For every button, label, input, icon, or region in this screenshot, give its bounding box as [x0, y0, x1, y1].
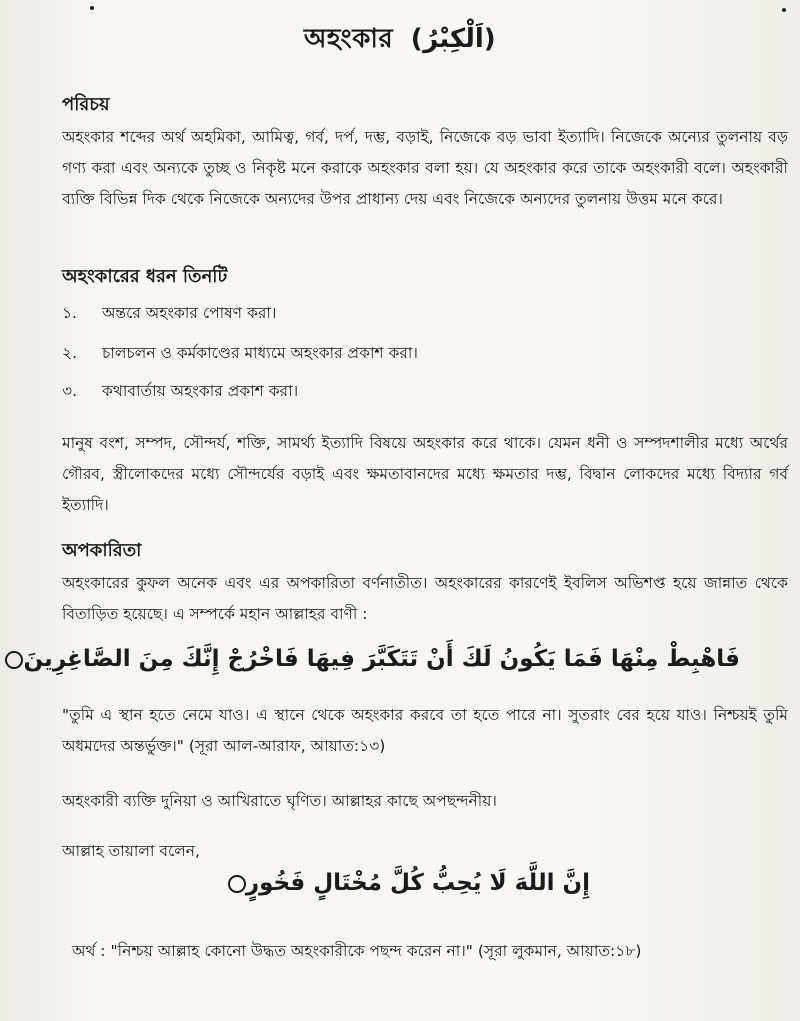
list-number: ৩. [62, 382, 78, 400]
paragraph-intro: অহংকার শব্দের অর্থ অহমিকা, আমিত্ব, গর্ব, দর্প, দম্ভ, বড়াই, নিজেকে বড় ভাবা ইত্যাদি। নিজেকে অন্যের তুলনায় বড় গণ্য করা এবং অন্যকে তুচ্ছ ও নিকৃষ্ট মনে করাকে অহংকার বলা হয়। যে অহংকার করে তাকে অহংকারী বলে। অহংকারী ব্যক্তি বিভিন্ন দিক থেকে নিজেকে অন্যদের উপর প্রাধান্য দেয় এবং নিজেকে অন্যদের তুলনায় উত্তম মনে করে। [62, 128, 788, 208]
statement-line: অহংকারী ব্যক্তি দুনিয়া ও আখিরাতে ঘৃণিত। আল্লাহর কাছে অপছন্দনীয়। [62, 792, 497, 810]
list-item [62, 302, 276, 324]
verse-end-marker [5, 651, 23, 669]
verse-text: إِنَّ اللَّهَ لَا يُحِبُّ كُلَّ مُخْتَالٍ فَخُورٍ [245, 870, 590, 896]
heading-harm: অপকারিতা [62, 540, 142, 561]
list-text: চালচলন ও কর্মকাণ্ডের মাধ্যমে অহংকার প্রকাশ করা। [102, 344, 418, 362]
paragraph-harm: অহংকারের কুফল অনেক এবং এর অপকারিতা বর্ণনাতীত। অহংকারের কারণেই ইবলিস অভিশপ্ত হয়ে জান্নাত থেকে বিতাড়িত হয়েছে। এ সম্পর্কে মহান আল্লাহর বাণী : [62, 574, 788, 623]
heading-types: অহংকারের ধরন তিনটি [62, 266, 228, 287]
heading-intro: পরিচয় [62, 94, 110, 115]
list-text: কথাবার্তায় অহংকার প্রকাশ করা। [102, 382, 299, 400]
list-number: ১. [62, 304, 77, 322]
scan-mark [782, 8, 786, 12]
meaning-line: অর্থ : "নিশ্চয় আল্লাহ কোনো উদ্ধত অহংকারীকে পছন্দ করেন না।" (সূরা লুকমান, আয়াত:১৮) [72, 942, 642, 960]
verse-end-marker [228, 875, 246, 893]
list-text: অন্তরে অহংকার পোষণ করা। [102, 304, 277, 322]
translation-araf: "তুমি এ স্থান হতে নেমে যাও। এ স্থানে থেকে অহংকার করবে তা হতে পারে না। সুতরাং বের হয়ে যাও। নিশ্চয়ই তুমি অধমদের অন্তর্ভুক্ত।" (সূরা আল-আরাফ, আয়াত:১৩) [62, 706, 788, 755]
title-bengali: অহংকার [303, 24, 394, 54]
list-item [62, 342, 418, 364]
quran-verse-araf [0, 646, 740, 672]
list-item [62, 380, 298, 402]
paragraph-types: মানুষ বংশ, সম্পদ, সৌন্দর্য, শক্তি, সামর্থ্য ইত্যাদি বিষয়ে অহংকার করে থাকে। যেমন ধনী ও সম্পদশালীর মধ্যে অর্থের গৌরব, স্ত্রীলোকদের মধ্যে সৌন্দর্যের বড়াই এবং ক্ষমতাবানদের মধ্যে ক্ষমতার দম্ভ, বিদ্বান লোকদের মধ্যে বিদ্যার গর্ব ইত্যাদি। [62, 434, 788, 514]
title-arabic: (اَلْكِبْرُ) [410, 24, 497, 54]
verse-text: فَاهْبِطْ مِنْهَا فَمَا يَكُونُ لَكَ أَنْ تَتَكَبَّرَ فِيهَا فَاخْرُجْ إِنَّكَ مِنَ الصَّاغِرِينَ [23, 646, 740, 672]
list-number: ২. [62, 344, 78, 362]
scan-mark [90, 6, 94, 10]
intro-quote-line: আল্লাহ তায়ালা বলেন, [62, 842, 200, 860]
quran-verse-luqman [222, 870, 590, 896]
page-title [0, 18, 800, 62]
